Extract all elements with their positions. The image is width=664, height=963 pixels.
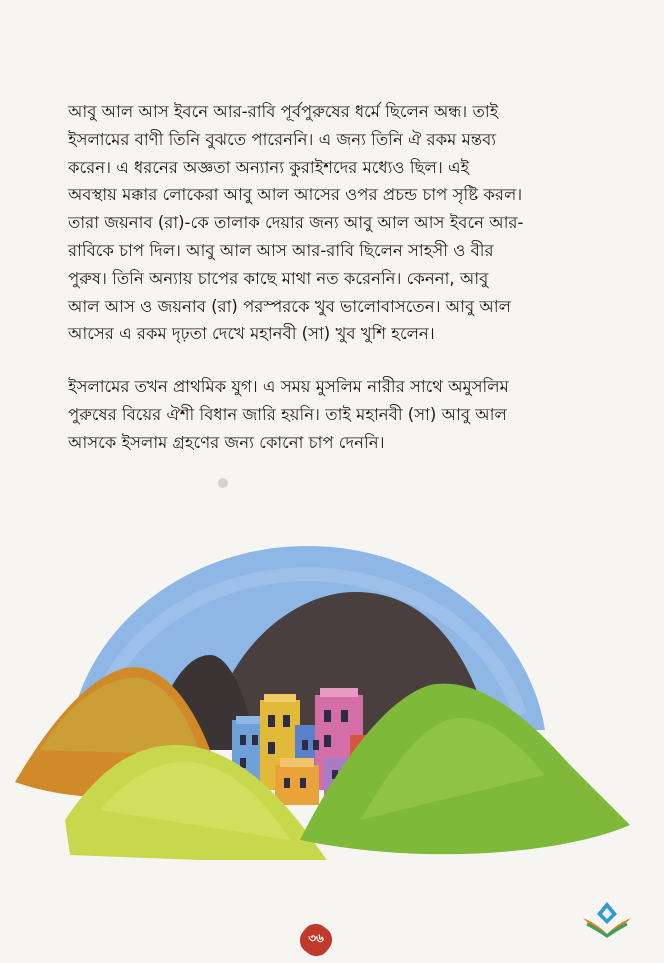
print-smudge	[218, 478, 228, 488]
paragraph-1	[68, 98, 588, 348]
text-line: ইসলামের বাণী তিনি বুঝতে পারেননি। এ জন্য তিনি ঐ রকম মন্তব্য	[68, 129, 497, 149]
text-line: আবু আল আস ইবনে আর-রাবি পূর্বপুরুষের ধর্মে ছিলেন অন্ধ। তাই	[68, 102, 499, 121]
text-line: ইসলামের তখন প্রাথমিক যুগ। এ সময় মুসলিম নারীর সাথে অমুসলিম	[68, 377, 509, 396]
text-line: আসের এ রকম দৃঢ়তা দেখে মহানবী (সা) খুব খুশি হলেন।	[68, 324, 435, 344]
text-line: করেন। এ ধরনের অজ্ঞতা অন্যান্য কুরাইশদের মধ্যেও ছিল। এই	[68, 157, 470, 177]
text-line: পুরুষের বিয়ের ঐশী বিধান জারি হয়নি। তাই মহানবী (সা) আবু আল	[68, 404, 507, 424]
paragraph-2	[68, 373, 588, 456]
text-line: তারা জয়নাব (রা)-কে তালাক দেয়ার জন্য আবু আল আস ইবনে আর-	[68, 213, 524, 233]
text-line: আসকে ইসলাম গ্রহণের জন্য কোনো চাপ দেননি।	[68, 432, 385, 452]
text-line: পুরুষ। তিনি অন্যায় চাপের কাছে মাথা নত করেননি। কেননা, আবু	[68, 268, 489, 288]
page-number: ৩৬	[308, 931, 324, 945]
mecca-city-illustration	[0, 520, 664, 860]
text-line: অবস্থায় মক্কার লোকেরা আবু আল আসের ওপর প্রচন্ড চাপ সৃষ্টি করল।	[68, 185, 523, 205]
text-line: আল আস ও জয়নাব (রা) পরস্পরকে খুব ভালোবাসতেন। আবু আল	[68, 296, 511, 316]
page-number-badge	[298, 922, 334, 958]
text-line: রাবিকে চাপ দিল। আবু আল আস আর-রাবি ছিলেন সাহসী ও বীর	[68, 240, 494, 260]
publisher-logo-icon	[579, 900, 635, 940]
